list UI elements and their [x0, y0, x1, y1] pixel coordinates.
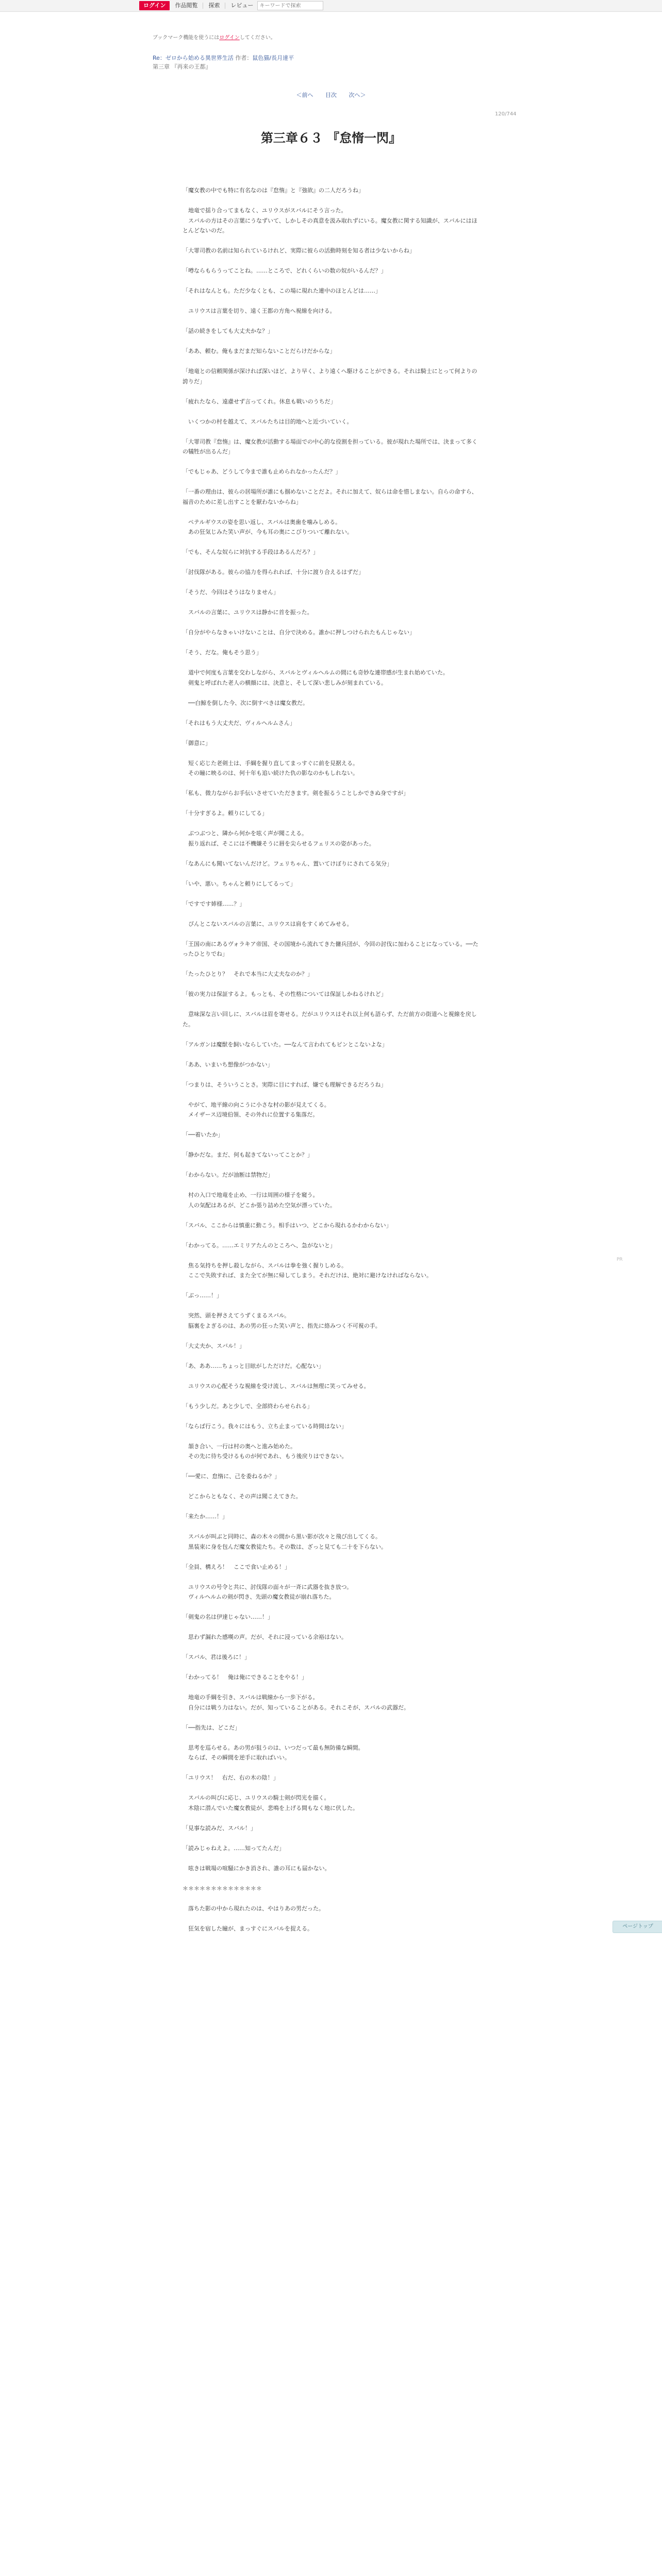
blank-line	[183, 1029, 479, 1040]
part-number: 120/744	[495, 111, 517, 117]
blank-line	[183, 1913, 479, 1924]
body-paragraph: 「そうだ、今回はそうはなりません」	[183, 589, 279, 596]
body-paragraph: 地竜で揺り合ってまもなく、ユリウスがスバルにそう言った。	[183, 207, 347, 214]
blank-line	[183, 1351, 479, 1361]
blank-line	[183, 1833, 479, 1843]
body-paragraph: 脳裏をよぎるのは、あの男の狂った笑い声と、指先に絡みつく不可視の手。	[183, 1322, 381, 1329]
blank-line	[183, 999, 479, 1010]
blank-line	[183, 1431, 479, 1442]
body-paragraph: 「読みじゃねえよ。……知ってたんだ」	[183, 1844, 285, 1852]
blank-line	[183, 1070, 479, 1080]
blank-line	[183, 929, 479, 939]
keyword-search-input[interactable]	[257, 1, 323, 10]
body-paragraph: 「一番の理由は、彼らの居場所が誰にも掴めないことだよ。それに加えて、奴らは命を惜しまない。自らの命すら、福音のために差し出すことを厭わないからね」	[183, 488, 477, 505]
blank-line	[183, 748, 479, 758]
blank-line	[183, 1502, 479, 1512]
blank-line	[183, 507, 479, 517]
body-paragraph: 「いや、悪い。ちゃんと頼りにしてるって」	[183, 880, 296, 887]
body-paragraph: スバルの方はその言葉にうなずいて、しかしその真意を汲み取れずにいる。魔女教に関する知識が、スバルにはほとんどないのだ。	[183, 217, 477, 234]
body-paragraph: 「でも、そんな奴らに対抗する手段はあるんだろ？」	[183, 549, 319, 555]
blank-line	[183, 799, 479, 809]
body-paragraph: 「大罪司教の名前は知られているけれど、実際に彼らの活動時刻を知る者は少ないからね」	[183, 247, 415, 254]
body-paragraph: 狂気を宿した瞳が、まっすぐにスバルを捉える。	[183, 1925, 313, 1932]
blank-line	[183, 1873, 479, 1884]
blank-line	[183, 1371, 479, 1381]
blank-line	[183, 1713, 479, 1723]
blank-line	[183, 849, 479, 859]
body-paragraph: ヴィルヘルムの剣が閃き、先頭の魔女教徒が崩れ落ちた。	[183, 1594, 335, 1600]
blank-line	[183, 427, 479, 437]
notice-text-before: ブックマーク機能を使うには	[153, 35, 220, 41]
body-paragraph: 「スバル、君は後ろに！」	[183, 1654, 251, 1660]
body-paragraph: 「つまりは、そういうことさ。実際に目にすれば、嫌でも理解できるだろうね」	[183, 1081, 387, 1088]
body-paragraph: 「全員、構えろ！ ここで食い止める！」	[183, 1563, 290, 1570]
site-header	[0, 0, 662, 12]
body-paragraph: ＊＊＊＊＊＊＊＊＊＊＊＊＊＊	[183, 1885, 262, 1892]
author-label: 作者：	[235, 55, 253, 61]
blank-line	[183, 1140, 479, 1150]
body-paragraph: いくつかの村を越えて、スバルたちは目的地へと近づいていく。	[183, 418, 353, 425]
notice-text-after: してください。	[239, 35, 276, 41]
novel-body	[183, 185, 479, 1934]
body-paragraph: 「自分がやらなきゃいけないことは、自分で決める。誰かに押しつけられたもんじゃない」	[183, 629, 415, 636]
body-paragraph: ここで失敗すれば、また全てが無に帰してしまう。それだけは、絶対に避けなければならない。	[183, 1272, 432, 1279]
blank-line	[183, 1572, 479, 1582]
blank-line	[183, 819, 479, 829]
body-paragraph: 頷き合い、一行は村の奥へと進み始めた。	[183, 1443, 296, 1450]
body-paragraph: 道中で何度も言葉を交わしながら、スバルとヴィルヘルムの間にも奇妙な連帯感が生まれ始めていた。	[183, 669, 449, 676]
body-paragraph: 「見事な読みだ、スバル！」	[183, 1824, 256, 1832]
bookmark-notice	[153, 33, 276, 41]
body-paragraph: 落ちた影の中から現れたのは、やはりあの男だった。	[183, 1905, 324, 1912]
blank-line	[183, 1090, 479, 1100]
body-paragraph: 「疲れたなら、遠慮せず言ってくれ。休息も戦いのうちだ」	[183, 398, 336, 405]
body-paragraph: 焦る気持ちを押し殺しながら、スバルは拳を強く握りしめる。	[183, 1262, 347, 1269]
blank-line	[183, 557, 479, 568]
blank-line	[183, 296, 479, 307]
blank-line	[183, 688, 479, 698]
body-paragraph: 「王国の南にあるヴォラキア帝国、その国境から流れてきた傭兵団が、今回の討伐に加わることになっている。──たったひとりでね」	[183, 940, 478, 957]
body-paragraph: 「大罪司教『怠惰』は、魔女教が活動する場面での中心的な役割を担っている。彼が現れた場所では、決まって多くの犠牲が出るんだ」	[183, 438, 477, 455]
blank-line	[183, 1733, 479, 1743]
blank-line	[183, 618, 479, 628]
body-paragraph: その先に待ち受けるものが何であれ、もう後戻りはできない。	[183, 1453, 347, 1460]
body-paragraph: あの狂気じみた笑い声が、今も耳の奥にこびりついて離れない。	[183, 529, 353, 535]
blank-line	[183, 1250, 479, 1261]
blank-line	[183, 477, 479, 487]
blank-line	[183, 889, 479, 899]
body-paragraph: 「地竜との信頼関係が深ければ深いほど、より早く、より遠くへ駆けることができる。それは騎士にとって何よりの誇りだ」	[183, 368, 477, 385]
body-paragraph: 突然、頭を押さえてうずくまるスバル。	[183, 1312, 290, 1319]
chapter-title: 第三章６３ 『怠惰一閃』	[260, 131, 402, 145]
blank-line	[183, 1120, 479, 1130]
body-paragraph: 思考を巡らせる。あの男が狙うのは、いつだって最も無防備な瞬間。	[183, 1744, 364, 1751]
chapter-navigation	[0, 91, 662, 99]
notice-login-link[interactable]: ログイン	[219, 35, 240, 41]
body-paragraph: ならば、その瞬間を逆手に取ればいい。	[183, 1754, 290, 1761]
blank-line	[183, 537, 479, 548]
blank-line	[183, 1622, 479, 1633]
body-paragraph: 呟きは戦場の喧騒にかき消され、誰の耳にも届かない。	[183, 1865, 330, 1872]
prev-chapter-link[interactable]: ＜前へ	[296, 92, 313, 98]
blank-line	[183, 1180, 479, 1191]
blank-line	[183, 236, 479, 246]
body-paragraph: 「たったひとり？ それで本当に大丈夫なのか？」	[183, 971, 313, 977]
body-paragraph: ぴんとこないスバルの言葉に、ユリウスは肩をすくめてみせる。	[183, 920, 353, 927]
blank-line	[183, 336, 479, 347]
body-paragraph: スバルの叫びに応じ、ユリウスの騎士剣が閃光を描く。	[183, 1794, 330, 1801]
blank-line	[183, 256, 479, 266]
blank-line	[183, 1301, 479, 1311]
body-paragraph: 短く応じた老剣士は、手綱を握り直してまっすぐに前を見据える。	[183, 759, 358, 767]
body-paragraph: 木陰に潜んでいた魔女教徒が、悲鳴を上げる間もなく地に伏した。	[183, 1804, 358, 1811]
author-link[interactable]: 鼠色猫/長月達平	[252, 55, 294, 61]
blank-line	[183, 638, 479, 648]
body-paragraph: 「わかってる。……エミリアたんのところへ、急がないと」	[183, 1242, 336, 1249]
blank-line	[183, 728, 479, 738]
body-paragraph: 「──指先は、どこだ」	[183, 1724, 241, 1731]
body-paragraph: 「わかってる！ 俺は俺にできることをやる！」	[183, 1674, 307, 1681]
blank-line	[183, 658, 479, 668]
body-paragraph: 「御意に」	[183, 739, 211, 747]
body-paragraph: 「スバル、ここからは慎重に動こう。相手はいつ、どこから現れるかわからない」	[183, 1222, 392, 1229]
next-chapter-link[interactable]: 次へ＞	[349, 92, 366, 98]
body-paragraph: 「私も、微力ながらお手伝いさせていただきます。剣を振るうことしかできぬ身ですが」	[183, 790, 409, 796]
body-paragraph: 「そう、だな。俺もそう思う」	[183, 649, 262, 656]
body-paragraph: 自分には戦う力はない。だが、知っていることがある。それこそが、スバルの武器だ。	[183, 1704, 409, 1711]
blank-line	[183, 1893, 479, 1904]
body-paragraph: 「ぶっ……！」	[183, 1292, 222, 1299]
body-paragraph: やがて、地平線の向こうに小さな村の影が見えてくる。	[183, 1101, 330, 1108]
body-paragraph: 「来たか……！」	[183, 1513, 228, 1520]
body-paragraph: 「話の続きをしても大丈夫かな？」	[183, 328, 273, 334]
part-label: 第三章 『再来の王都』	[153, 63, 211, 70]
body-paragraph: 「ですです姉様……？」	[183, 900, 245, 907]
ad-marker: PR	[617, 1257, 623, 1262]
work-title-link[interactable]: Re：ゼロから始める異世界生活	[153, 55, 234, 61]
body-paragraph: その瞳に映るのは、何十年も追い続けた仇の影なのかもしれない。	[183, 770, 358, 776]
blank-line	[183, 1602, 479, 1613]
body-paragraph: スバルが叫ぶと同時に、森の木々の間から黒い影が次々と飛び出してくる。	[183, 1533, 381, 1540]
body-paragraph: 「大丈夫か、スバル！」	[183, 1342, 245, 1349]
body-paragraph: ユリウスは言葉を切り、遠く王都の方角へ視線を向ける。	[183, 308, 336, 314]
blank-line	[183, 386, 479, 397]
nav-review[interactable]: レビュー	[230, 2, 254, 9]
blank-line	[183, 1331, 479, 1341]
blank-line	[183, 778, 479, 789]
body-paragraph: 「静かだな。まだ、何も起きてないってことか？」	[183, 1151, 313, 1158]
body-paragraph: 「なあんにも聞いてないんだけど。フェリちゃん、置いてけぼりにされてる気分」	[183, 860, 393, 867]
blank-line	[183, 1552, 479, 1562]
blank-line	[183, 316, 479, 327]
blank-line	[183, 1210, 479, 1221]
body-paragraph: 「でもじゃあ、どうして今まで誰も止められなかったんだ？」	[183, 468, 341, 475]
blank-line	[183, 1763, 479, 1773]
body-paragraph: 黒装束に身を包んだ魔女教徒たち。その数は、ざっと見ても二十を下らない。	[183, 1543, 387, 1550]
body-paragraph: ペテルギウスの姿を思い返し、スバルは奥歯を噛みしめる。	[183, 518, 341, 526]
page-top-button[interactable]: ページトップ	[613, 1921, 662, 1933]
body-paragraph: 「ならば行こう。我々にはもう、立ち止まっている時間はない」	[183, 1422, 347, 1430]
blank-line	[183, 598, 479, 608]
body-paragraph: 村の入口で地竜を止め、一行は周囲の様子を窺う。	[183, 1192, 319, 1198]
body-paragraph: ぶつぶつと、隣から何かを呟く声が聞こえる。	[183, 830, 307, 837]
blank-line	[183, 578, 479, 588]
blank-line	[183, 1391, 479, 1401]
blank-line	[183, 457, 479, 467]
body-paragraph: 地竜の手綱を引き、スバルは戦線から一歩下がる。	[183, 1694, 319, 1701]
body-paragraph: 人の気配はあるが、どこか張り詰めた空気が漂っていた。	[183, 1201, 336, 1209]
blank-line	[183, 1642, 479, 1653]
blank-line	[183, 979, 479, 990]
body-paragraph: 「もう少しだ。あと少しで、全部終わらせられる」	[183, 1402, 313, 1410]
body-paragraph: 「ああ、いまいち想像がつかない」	[183, 1061, 273, 1068]
body-paragraph: 剣鬼と呼ばれた老人の横顔には、決意と、そして深い悲しみが刻まれている。	[183, 679, 387, 686]
body-paragraph: 「それはなんとも。ただ少なくとも、この場に現れた連中のほとんどは……」	[183, 287, 381, 294]
blank-line	[183, 1813, 479, 1823]
blank-line	[183, 276, 479, 286]
nav-search[interactable]: 探索	[208, 2, 220, 9]
body-paragraph: メイザース辺境伯領、その外れに位置する集落だ。	[183, 1111, 319, 1118]
blank-line	[183, 1230, 479, 1241]
blank-line	[183, 1411, 479, 1421]
blank-line	[183, 1160, 479, 1171]
body-paragraph: 「アルガンは魔獣を飼いならしていた。──なんて言われてもピンとこないよな」	[183, 1041, 388, 1048]
body-paragraph: ユリウスの心配そうな視線を受け流し、スバルは無理に笑ってみせる。	[183, 1382, 370, 1389]
blank-line	[183, 869, 479, 879]
body-paragraph: 「彼の実力は保証するよ。もっとも、その性格については保証しかねるけれど」	[183, 991, 387, 997]
blank-line	[183, 1663, 479, 1673]
blank-line	[183, 1049, 479, 1060]
blank-line	[183, 196, 479, 206]
body-paragraph: 「ああ、頼む。俺もまだまだ知らないことだらけだからな」	[183, 348, 336, 354]
body-paragraph: 「それはもう大丈夫だ、ヴィルヘルムさん」	[183, 719, 295, 726]
blank-line	[183, 1853, 479, 1863]
body-paragraph: 「あ、ああ……ちょっと目眩がしただけだ。心配ない」	[183, 1362, 324, 1369]
body-paragraph: 意味深な言い回しに、スバルは眉を寄せる。だがユリウスはそれ以上何も語らず、ただ前方の街道へと視線を戻した。	[183, 1011, 477, 1028]
body-paragraph: 「──愛に、怠惰に、己を委ねるか？」	[183, 1473, 280, 1480]
blank-line	[183, 357, 479, 367]
blank-line	[183, 1522, 479, 1532]
blank-line	[183, 1462, 479, 1472]
body-paragraph: 振り返れば、そこには不機嫌そうに唇を尖らせるフェリスの姿があった。	[183, 840, 375, 847]
body-paragraph: 思わず漏れた感嘆の声。だが、それに浸っている余裕はない。	[183, 1634, 347, 1640]
blank-line	[183, 1683, 479, 1693]
blank-line	[183, 708, 479, 718]
body-paragraph: 「ユリウス！ 右だ、右の木の陰！」	[183, 1774, 279, 1781]
blank-line	[183, 1281, 479, 1291]
body-paragraph: 「魔女教の中でも特に有名なのは『怠惰』と『強欲』の二人だろうね」	[183, 187, 364, 194]
body-paragraph: ──白鯨を倒した今、次に倒すべきは魔女教だ。	[183, 699, 309, 706]
blank-line	[183, 959, 479, 970]
body-paragraph: 「討伐隊がある。彼らの協力を得られれば、十分に渡り合えるはずだ」	[183, 569, 364, 575]
nav-browse[interactable]: 作品閲覧	[175, 2, 198, 9]
body-paragraph: 「──着いたか」	[183, 1131, 224, 1138]
body-paragraph: 「剣鬼の名は伊達じゃない……！」	[183, 1614, 273, 1620]
body-paragraph: スバルの言葉に、ユリウスは静かに首を振った。	[183, 609, 313, 616]
blank-line	[183, 1783, 479, 1793]
body-paragraph: ユリウスの号令と共に、討伐隊の面々が一斉に武器を抜き放つ。	[183, 1583, 353, 1590]
blank-line	[183, 1482, 479, 1492]
blank-line	[183, 406, 479, 417]
body-paragraph: 「わからない。だが油断は禁物だ」	[183, 1172, 273, 1178]
blank-line	[183, 909, 479, 919]
work-info	[153, 54, 294, 71]
body-paragraph: 「噂ならもらうってことね。……ところで、どれくらいの数の奴がいるんだ？」	[183, 267, 387, 274]
body-paragraph: どこからともなく、その声は聞こえてきた。	[183, 1493, 302, 1500]
body-paragraph: 「十分すぎるよ。頼りにしてる」	[183, 810, 268, 817]
login-button[interactable]: ログイン	[139, 1, 170, 10]
index-link[interactable]: 目次	[325, 92, 337, 98]
